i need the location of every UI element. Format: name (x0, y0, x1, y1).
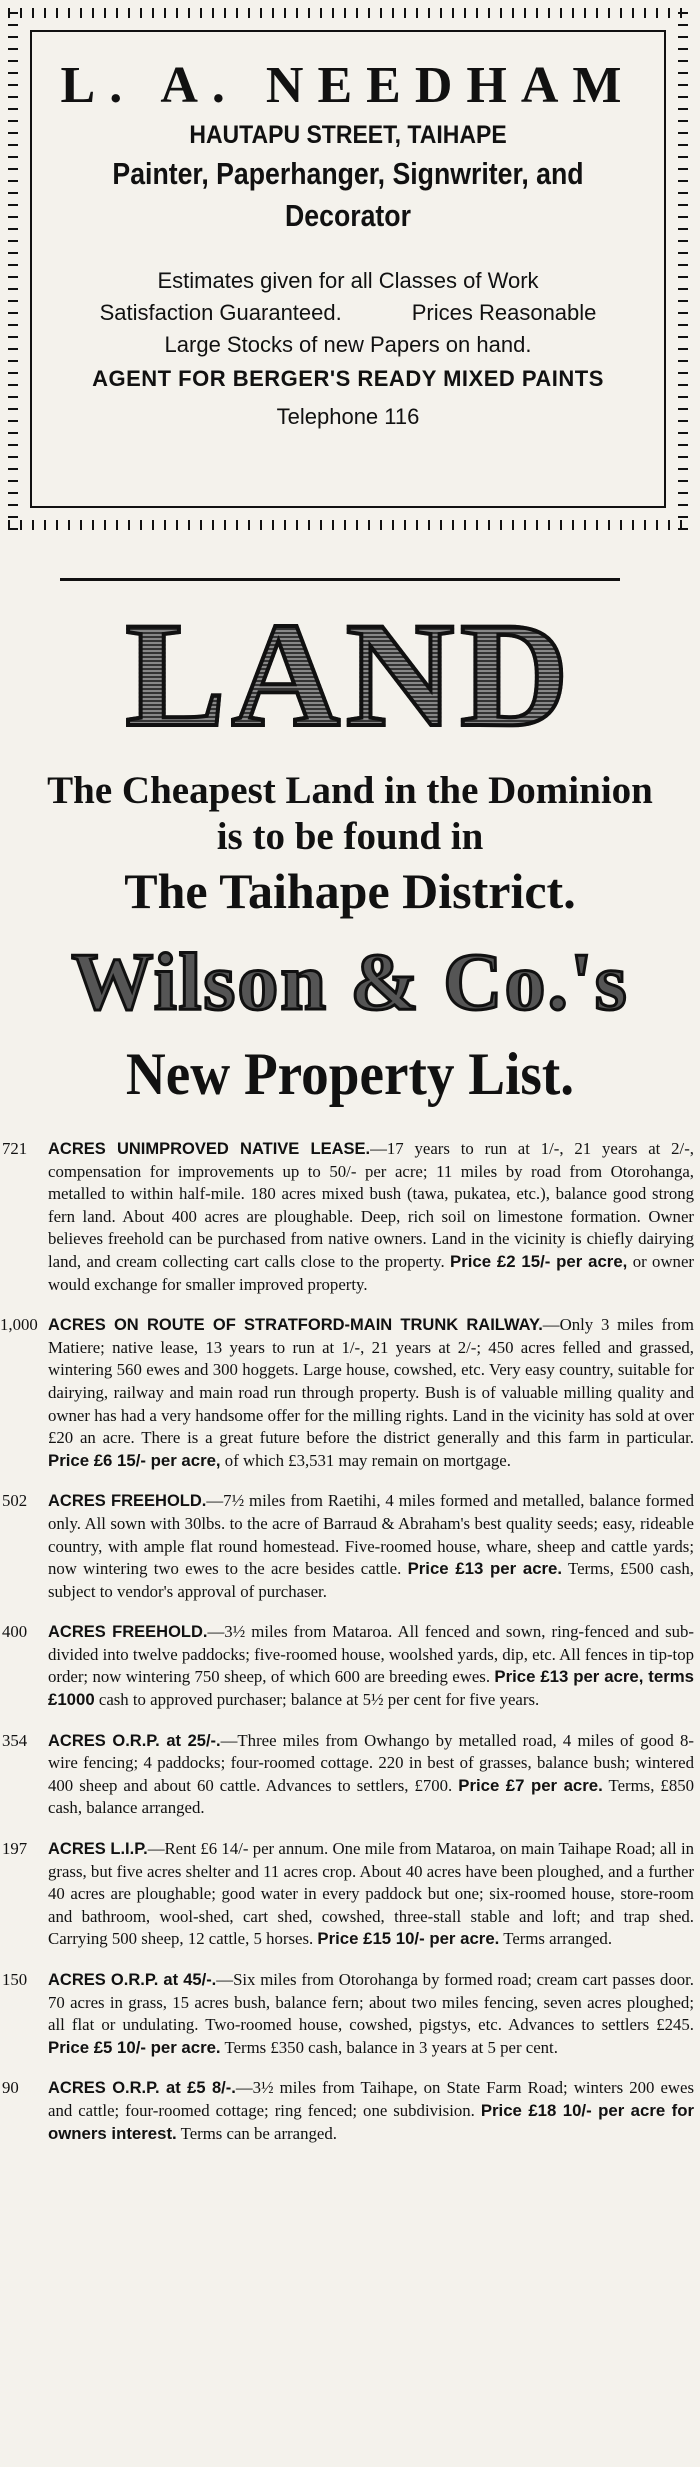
listing (0, 1730, 700, 1820)
listing-acres: 1,000 (0, 1315, 38, 1335)
listing-title: ACRES FREEHOLD. (48, 1623, 208, 1642)
advertiser-street: HAUTAPU STREET, TAIHAPE (189, 121, 507, 149)
advert-stocks: Large Stocks of new Papers on hand. (164, 332, 532, 357)
listing-terms: Terms can be arranged. (180, 2123, 337, 2143)
listing (0, 1969, 700, 2059)
listing-body: —Six miles from Otorohanga by formed road; cream cart passes door. 70 acres in grass, 15 acres bush, balance fern; about two miles fencing, seven acres ploughed; all flat or undulating. Two-roomed house, cowshed, pigstys, etc. Advances to settlers £245. (48, 1970, 694, 2035)
listing-acres: 502 (2, 1491, 28, 1511)
listing-title: ACRES L.I.P. (48, 1840, 148, 1859)
headline-found-in: is to be found in (216, 815, 484, 858)
listing-price: Price £18 10/- per acre for owners interest. (48, 2100, 695, 2143)
listing-terms: cash to approved purchaser; balance at 5½ per cent for five years. (98, 1690, 540, 1710)
listing-acres: 90 (2, 2078, 19, 2098)
listing-acres: 354 (2, 1730, 28, 1750)
listing-price: Price £6 15/- per acre, (48, 1450, 221, 1470)
listing-acres: 721 (2, 1139, 28, 1158)
listing-price: Price £13 per acre. (407, 1559, 563, 1579)
listing-price: Price £7 per acre. (458, 1775, 603, 1795)
headline-property-list: New Property List. (125, 1041, 575, 1107)
listing-title: ACRES FREEHOLD. (48, 1492, 207, 1511)
listing-body: —3½ miles from Taihape, on State Farm Road; winters 200 ewes and cattle; four-roomed cottage; ring fenced; one subdivision. (48, 2078, 694, 2120)
listing (0, 1314, 700, 1472)
advert-agent: AGENT FOR BERGER'S READY MIXED PAINTS (92, 366, 604, 391)
listing-terms: Terms, £500 cash, subject to vendor's approval of purchaser. (48, 1559, 694, 1601)
headline-cheapest: The Cheapest Land in the Dominion (47, 769, 653, 812)
needham-advert (8, 8, 688, 530)
listing (0, 1138, 700, 1296)
listing-body: —3½ miles from Mataroa. All fenced and sown, ring-fenced and sub-divided into twelve paddocks; five-roomed house, woolshed yards, dip, etc. All fences in tip-top order; now wintering 750 sheep, of which 600 are breeding ewes. (48, 1622, 694, 1687)
advert-guarantee-row (32, 300, 664, 326)
listing (0, 1490, 700, 1603)
listing-acres: 150 (2, 1970, 28, 1989)
advert-estimates: Estimates given for all Classes of Work (157, 268, 539, 293)
listing-title: ACRES UNIMPROVED NATIVE LEASE. (48, 1140, 371, 1158)
listing-title: ACRES ON ROUTE OF STRATFORD-MAIN TRUNK RAILWAY. (48, 1316, 543, 1335)
listing-terms: or owner would exchange for smaller improved property. (48, 1251, 694, 1294)
listing-title: ACRES O.R.P. at 45/-. (48, 1971, 217, 1989)
divider-rule (60, 578, 620, 581)
advertiser-name: L. A. NEEDHAM (60, 57, 636, 114)
listing (0, 2077, 700, 2145)
listing (0, 1621, 700, 1711)
listing-acres: 400 (2, 1622, 28, 1642)
listing-title: ACRES O.R.P. at 25/-. (48, 1731, 221, 1750)
advert-frame (30, 30, 666, 508)
property-listings (0, 1138, 700, 2163)
listing-body: —17 years to run at 1/-, 21 years at 2/-, compensation for improvements up to 50/- per acre; 11 miles by road from Otorohanga, metalled to within half-mile. 180 acres mixed bush (tawa, pukatea, etc.), balance good strong fern land. About 400 acres are ploughable. Deep, rich soil on limestone formation. Owner believes freehold can be purchased from native owners. Land in the vicinity is chiefly dairying land, and cream collecting cart calls close to the property. (48, 1139, 695, 1271)
listing-body: —Three miles from Owhango by metalled road, 4 miles of good 8-wire fencing; 4 paddocks; four-roomed cottage. 220 in best of grasses, balance bush; wintered 400 sheep and about 60 cattle. Advances to settlers, £700. (48, 1730, 694, 1795)
advert-satisfaction: Satisfaction Guaranteed. (99, 300, 342, 325)
listing-terms: Terms arranged. (503, 1929, 613, 1949)
advert-prices: Prices Reasonable (411, 300, 597, 325)
listing-body: —7½ miles from Raetihi, 4 miles formed and metalled, balance formed only. All sown with 30lbs. to the acre of Barraud & Abraham's best quality seeds; easy, rideable country, with ample flat round homestead. Five-roomed house, whare, sheep and cattle yards; now wintering two ewes to the acre besides cattle. (48, 1491, 694, 1579)
headline-district: The Taihape District. (124, 863, 576, 919)
advert-telephone: Telephone 116 (276, 404, 420, 429)
listing-body: —Rent £6 14/- per annum. One mile from Mataroa, on main Taihape Road; all in grass, but five acres shelter and 11 acres crop. About 40 acres have been ploughed, and a further 40 acres are ploughable; good water in every paddock but one; six-roomed house, store-room and bathroom, wool-shed, cart shed, cowshed, three-stall stable and loft; and trap shed. Carrying 500 sheep, 12 cattle, 5 horses. (48, 1839, 694, 1949)
advertiser-trades: Painter, Paperhanger, Signwriter, and (112, 156, 584, 191)
listing-title: ACRES O.R.P. at £5 8/-. (48, 2079, 236, 2098)
listing-terms: Terms £350 cash, balance in 3 years at 5 per cent. (224, 2037, 558, 2057)
listing-price: Price £2 15/- per acre, (450, 1251, 628, 1271)
listing (0, 1838, 700, 1951)
listing-price: Price £15 10/- per acre. (317, 1929, 500, 1949)
listing-price: Price £5 10/- per acre. (48, 2037, 221, 2057)
advertiser-trades-2: Decorator (285, 198, 411, 233)
listing-price: Price £13 per acre, terms £1000 (48, 1667, 694, 1710)
listing-terms: Terms, £850 cash, balance arranged. (48, 1775, 694, 1818)
headline-land: LAND (0, 600, 700, 750)
listing-terms: of which £3,531 may remain on mortgage. (224, 1450, 511, 1470)
listing-body: —Only 3 miles from Matiere; native lease, 13 years to run at 1/-, 21 years at 2/-; 450 acres felled and grassed, wintering 560 ewes and 300 hoggets. Large house, cowshed, etc. Very easy country, suitable for dairying, railway and main road run through property. Bush is of valuable milling quality and owner has had a very handsome offer for the milling rights. Land in the vicinity has sold at over £20 an acre. There is a great future before the district generally and this farm in particular. (48, 1315, 694, 1448)
listing-acres: 197 (2, 1839, 28, 1859)
headline-firm: Wilson & Co.'s (71, 936, 629, 1027)
